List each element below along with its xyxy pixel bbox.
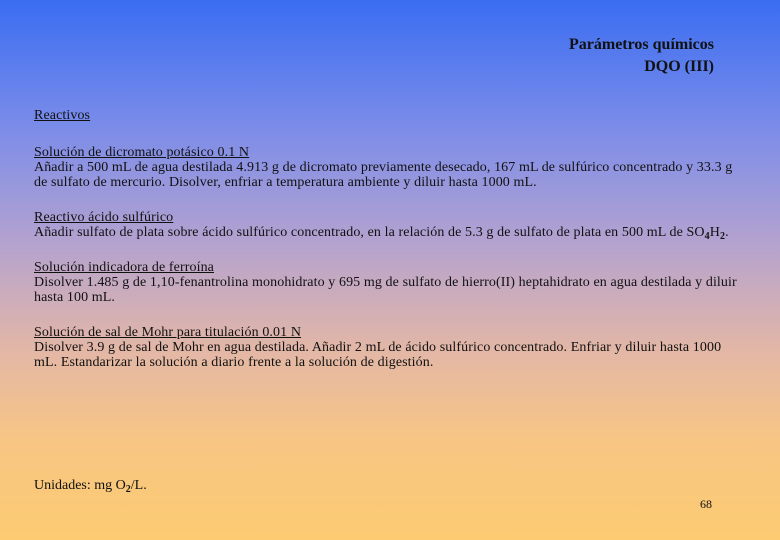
units-line [34, 478, 147, 494]
subscript: 2 [125, 484, 131, 495]
title-line-2: DQO (III) [644, 58, 714, 75]
section-ferroina [34, 260, 746, 305]
slide-content [34, 108, 746, 390]
units-prefix: Unidades: mg O [34, 478, 126, 493]
section-dicromato [34, 145, 746, 190]
formula-part: H [709, 225, 720, 240]
section-body: Añadir sulfato de plata sobre ácido sulfúrico concentrado, en la relación de 5.3 g de sulfato de plata en 500 mL de SO [34, 225, 705, 240]
section-heading: Solución de sal de Mohr para titulación 0.01 N [34, 325, 302, 340]
reactivos-heading: Reactivos [34, 108, 91, 123]
section-heading: Reactivo ácido sulfúrico [34, 210, 174, 225]
formula-end: . [725, 225, 729, 240]
section-heading: Solución indicadora de ferroína [34, 260, 214, 275]
section-acido-sulfurico [34, 210, 746, 240]
section-body: Disolver 3.9 g de sal de Mohr en agua destilada. Añadir 2 mL de ácido sulfúrico concentrado. Enfriar y diluir hasta 1000 mL. Estandarizar la solución a diario frente a la solución de digestión. [34, 340, 722, 370]
page-number: 68 [700, 497, 712, 511]
section-body: Añadir a 500 mL de agua destilada 4.913 g de dicromato previamente desecado, 167 mL de sulfúrico concentrado y 33.3 g de sulfato de mercurio. Disolver, enfriar a temperatura ambiente y diluir hasta 1000 mL. [34, 160, 733, 190]
section-body: Disolver 1.485 g de 1,10-fenantrolina monohidrato y 695 mg de sulfato de hierro(II) heptahidrato en agua destilada y diluir hasta 100 mL. [34, 275, 737, 305]
section-heading: Solución de dicromato potásico 0.1 N [34, 145, 250, 160]
units-suffix: /L. [130, 478, 147, 493]
subscript: 2 [719, 231, 726, 242]
subscript: 4 [704, 231, 710, 242]
title-line-1: Parámetros químicos [568, 36, 714, 53]
slide-title [569, 34, 714, 78]
section-sal-mohr [34, 325, 746, 370]
